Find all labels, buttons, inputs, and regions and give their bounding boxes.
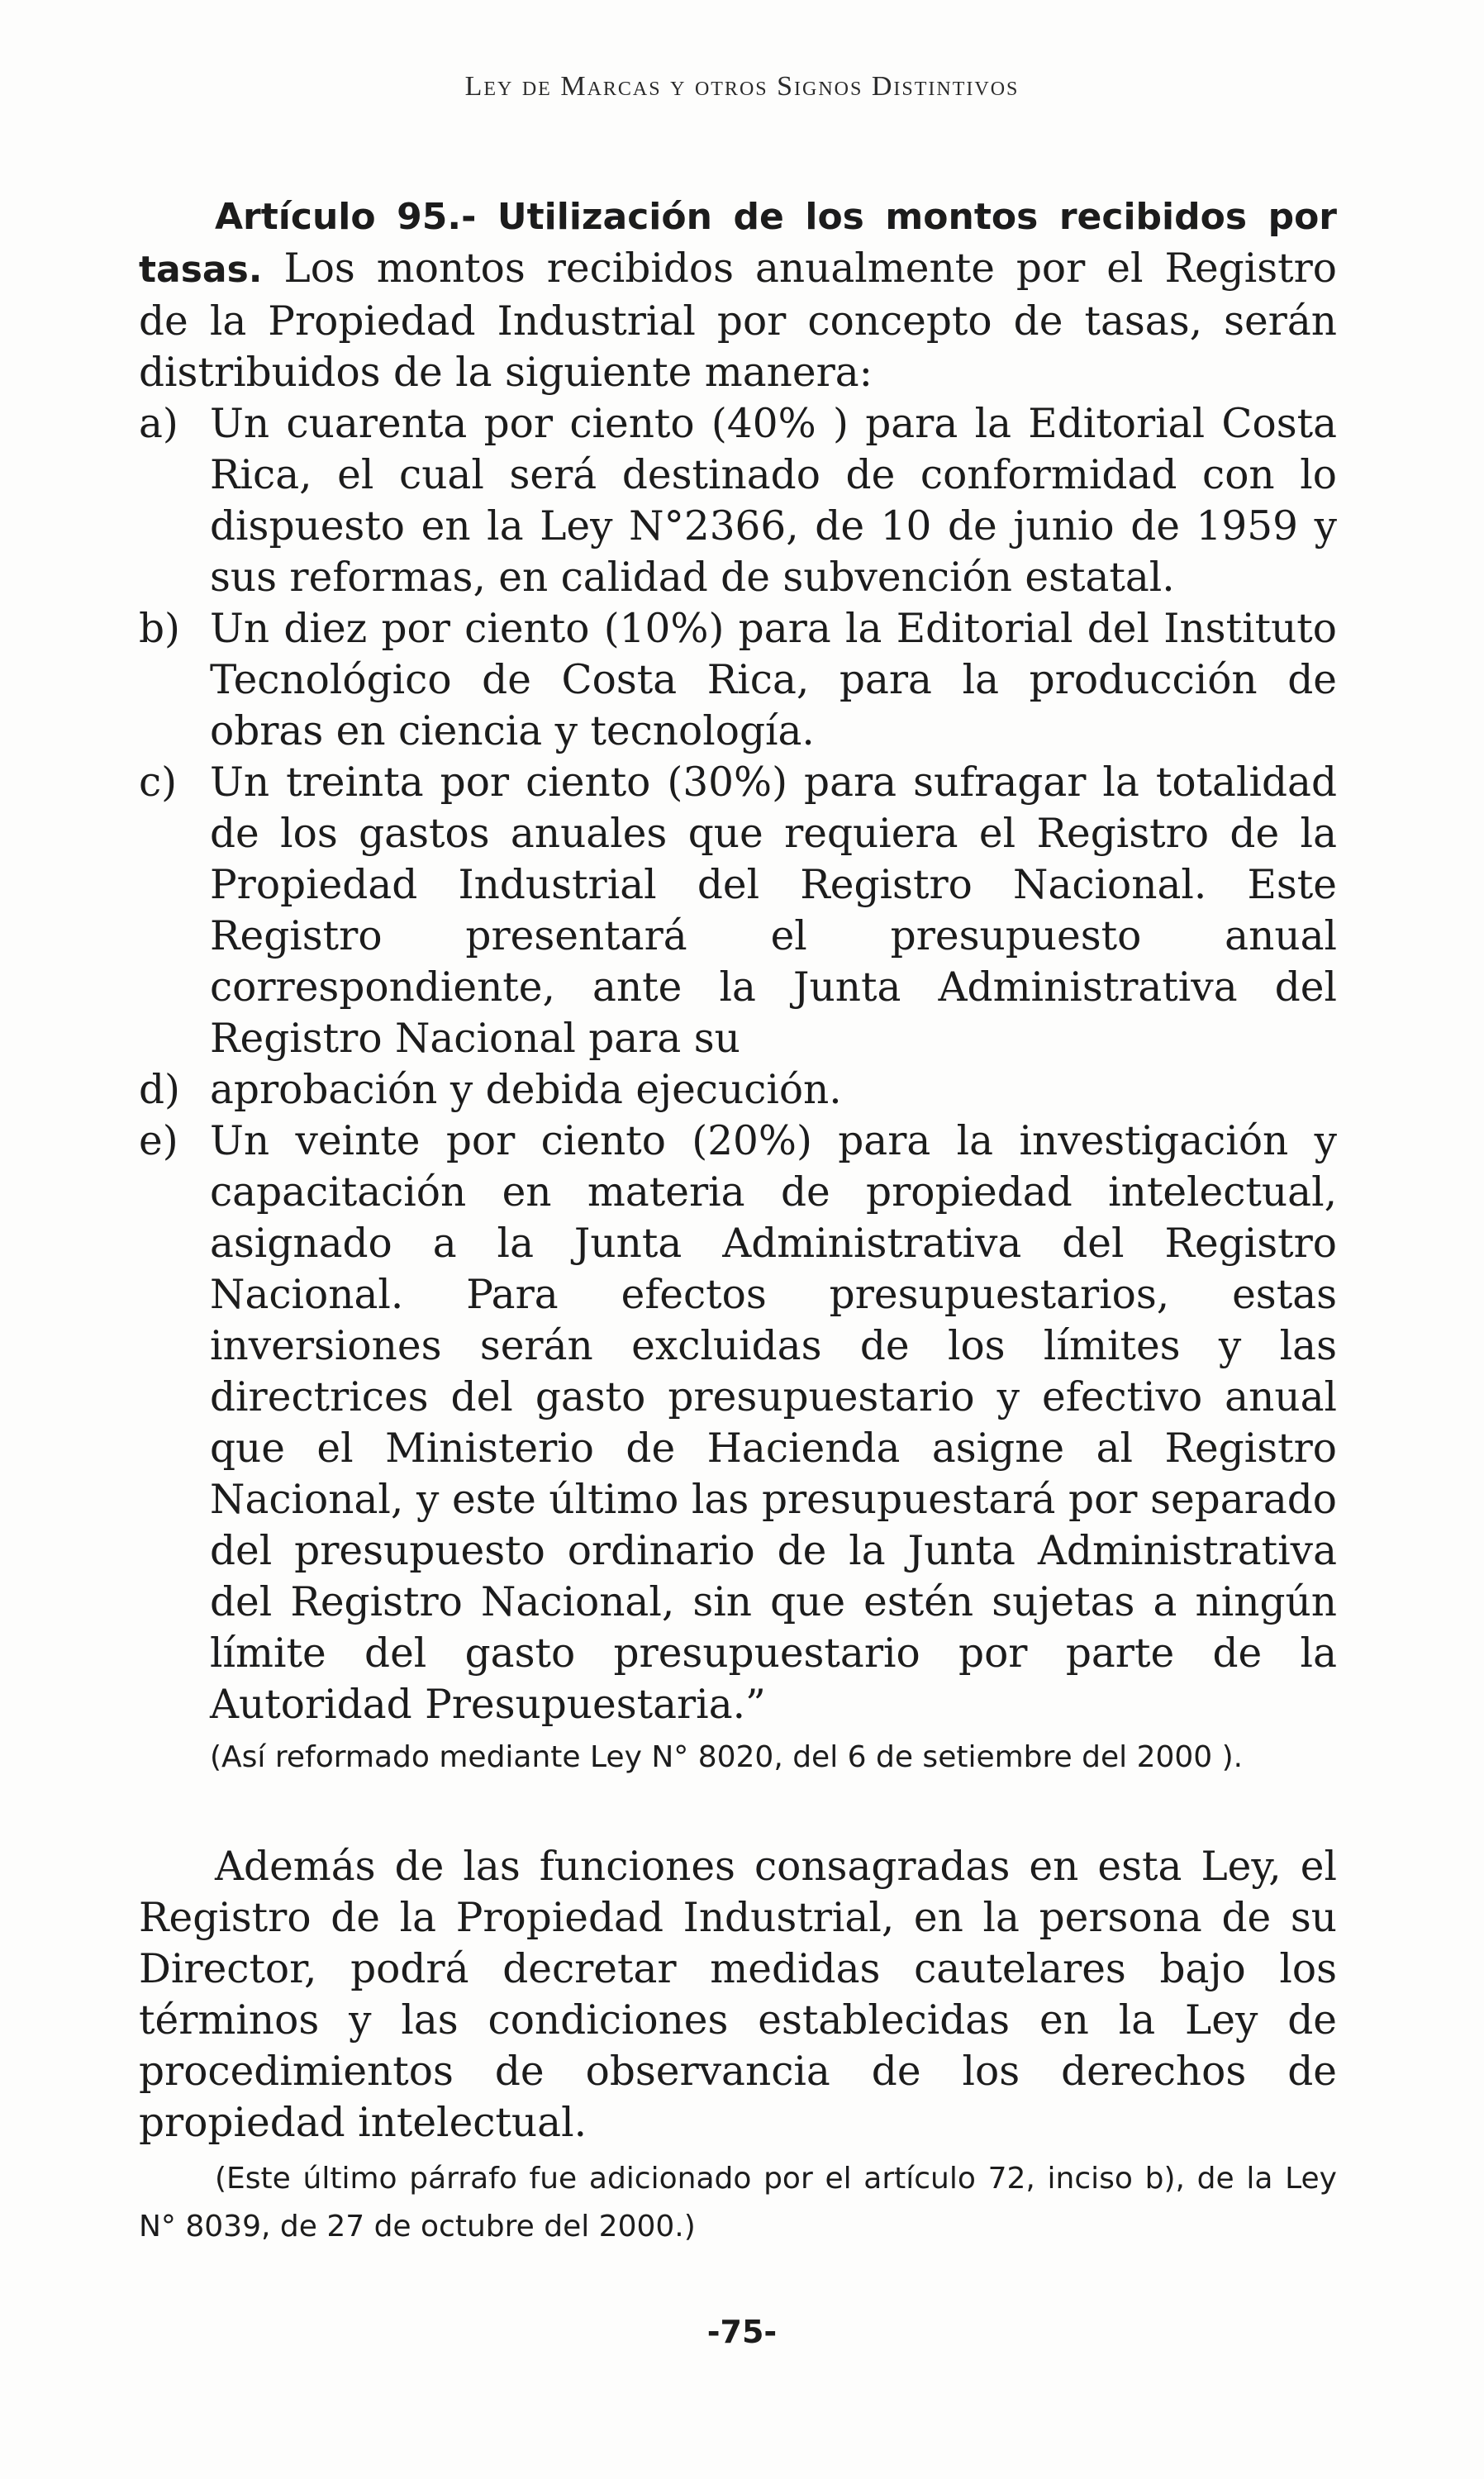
article-heading	[139, 190, 1337, 398]
article-intro: Los montos recibidos anualmente por el Registro de la Propiedad Industrial por concepto de tasas, serán distribuidos de la siguiente manera:	[139, 245, 1337, 396]
page-number: -75-	[706, 2314, 778, 2350]
list-item	[139, 398, 1337, 603]
item-label: d)	[139, 1067, 180, 1113]
running-header: Ley de Marcas y otros Signos Distintivos	[464, 71, 1020, 102]
article-items	[139, 398, 1337, 1730]
list-item	[139, 1116, 1337, 1730]
item-text: Un treinta por ciento (30%) para sufragar la totalidad de los gastos anuales que requiera el Registro de la Propiedad Industrial del Registro Nacional. Este Registro presentará el presupuesto anual correspondiente, ante la Junta Administrativa del Registro Nacional para su	[210, 759, 1337, 1062]
item-text: Un veinte por ciento (20%) para la investigación y capacitación en materia de propiedad intelectual, asignado a la Junta Administrativa del Registro Nacional. Para efectos presupuestarios, estas inversiones serán excluidas de los límites y las directrices del gasto presupuestario y efectivo anual que el Ministerio de Hacienda asigne al Registro Nacional, y este último las presupuestará por separado del presupuesto ordinario de la Junta Administrativa del Registro Nacional, sin que estén sujetas a ningún límite del gasto presupuestario por parte de la Autoridad Presupuestaria.”	[210, 1118, 1337, 1728]
list-item	[139, 757, 1337, 1064]
item-text: Un cuarenta por ciento (40% ) para la Editorial Costa Rica, el cual será destinado de conformidad con lo dispuesto en la Ley N°2366, de 10 de junio de 1959 y sus reformas, en calidad de subvención estatal.	[210, 401, 1337, 601]
item-label: a)	[139, 401, 178, 447]
list-item	[139, 1064, 1337, 1116]
item-label: e)	[139, 1118, 178, 1164]
item-text: aprobación y debida ejecución.	[210, 1067, 842, 1113]
article-title: Artículo 95.- Utilización de los montos recibidos por tasas.	[139, 196, 1337, 291]
list-item	[139, 603, 1337, 757]
page-body	[139, 190, 1337, 2251]
additional-paragraph: Además de las funciones consagradas en esta Ley, el Registro de la Propiedad Industrial, en la persona de su Director, podrá decretar medidas cautelares bajo los términos y las condiciones establecidas en la Ley de procedimientos de observancia de los derechos de propiedad intelectual.	[139, 1844, 1337, 2146]
item-text: Un diez por ciento (10%) para la Editorial del Instituto Tecnológico de Costa Rica, para la producción de obras en ciencia y tecnología.	[210, 606, 1337, 754]
reform-note: (Así reformado mediante Ley N° 8020, del 6 de setiembre del 2000 ).	[210, 1740, 1244, 1774]
item-label: b)	[139, 606, 180, 652]
paragraph-note: (Este último párrafo fue adicionado por el artículo 72, inciso b), de la Ley N° 8039, de 27 de octubre del 2000.)	[139, 2162, 1337, 2243]
item-label: c)	[139, 759, 178, 806]
